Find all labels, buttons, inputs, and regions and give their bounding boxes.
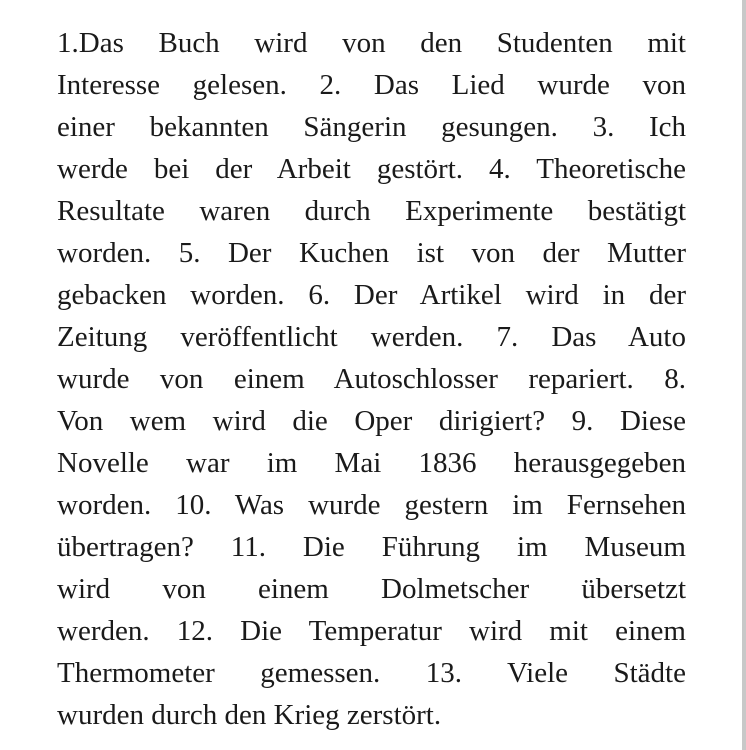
text-line: Resultate waren durch Experimente bestätigt	[57, 195, 686, 227]
text-line: werden. 12. Die Temperatur wird mit einem	[57, 615, 686, 647]
text-line: Interesse gelesen. 2. Das Lied wurde von	[57, 69, 686, 101]
text-line: übertragen? 11. Die Führung im Museum	[57, 531, 686, 563]
text-line: werde bei der Arbeit gestört. 4. Theoretische	[57, 153, 686, 185]
text-line: wurde von einem Autoschlosser repariert. 8.	[57, 363, 686, 395]
text-line: 1.Das Buch wird von den Studenten mit	[57, 27, 686, 59]
text-line: worden. 10. Was wurde gestern im Fernsehen	[57, 489, 686, 521]
text-line: wird von einem Dolmetscher übersetzt	[57, 573, 686, 605]
text-line: Novelle war im Mai 1836 herausgegeben	[57, 447, 686, 479]
text-line: wurden durch den Krieg zerstört.	[57, 699, 442, 731]
text-line: Thermometer gemessen. 13. Viele Städte	[57, 657, 686, 689]
text-line: Von wem wird die Oper dirigiert? 9. Diese	[57, 405, 686, 437]
paragraph	[57, 22, 686, 736]
text-line: gebacken worden. 6. Der Artikel wird in der	[57, 279, 686, 311]
text-line: einer bekannten Sängerin gesungen. 3. Ich	[57, 111, 686, 143]
text-line: Zeitung veröffentlicht werden. 7. Das Auto	[57, 321, 686, 353]
text-line: worden. 5. Der Kuchen ist von der Mutter	[57, 237, 686, 269]
